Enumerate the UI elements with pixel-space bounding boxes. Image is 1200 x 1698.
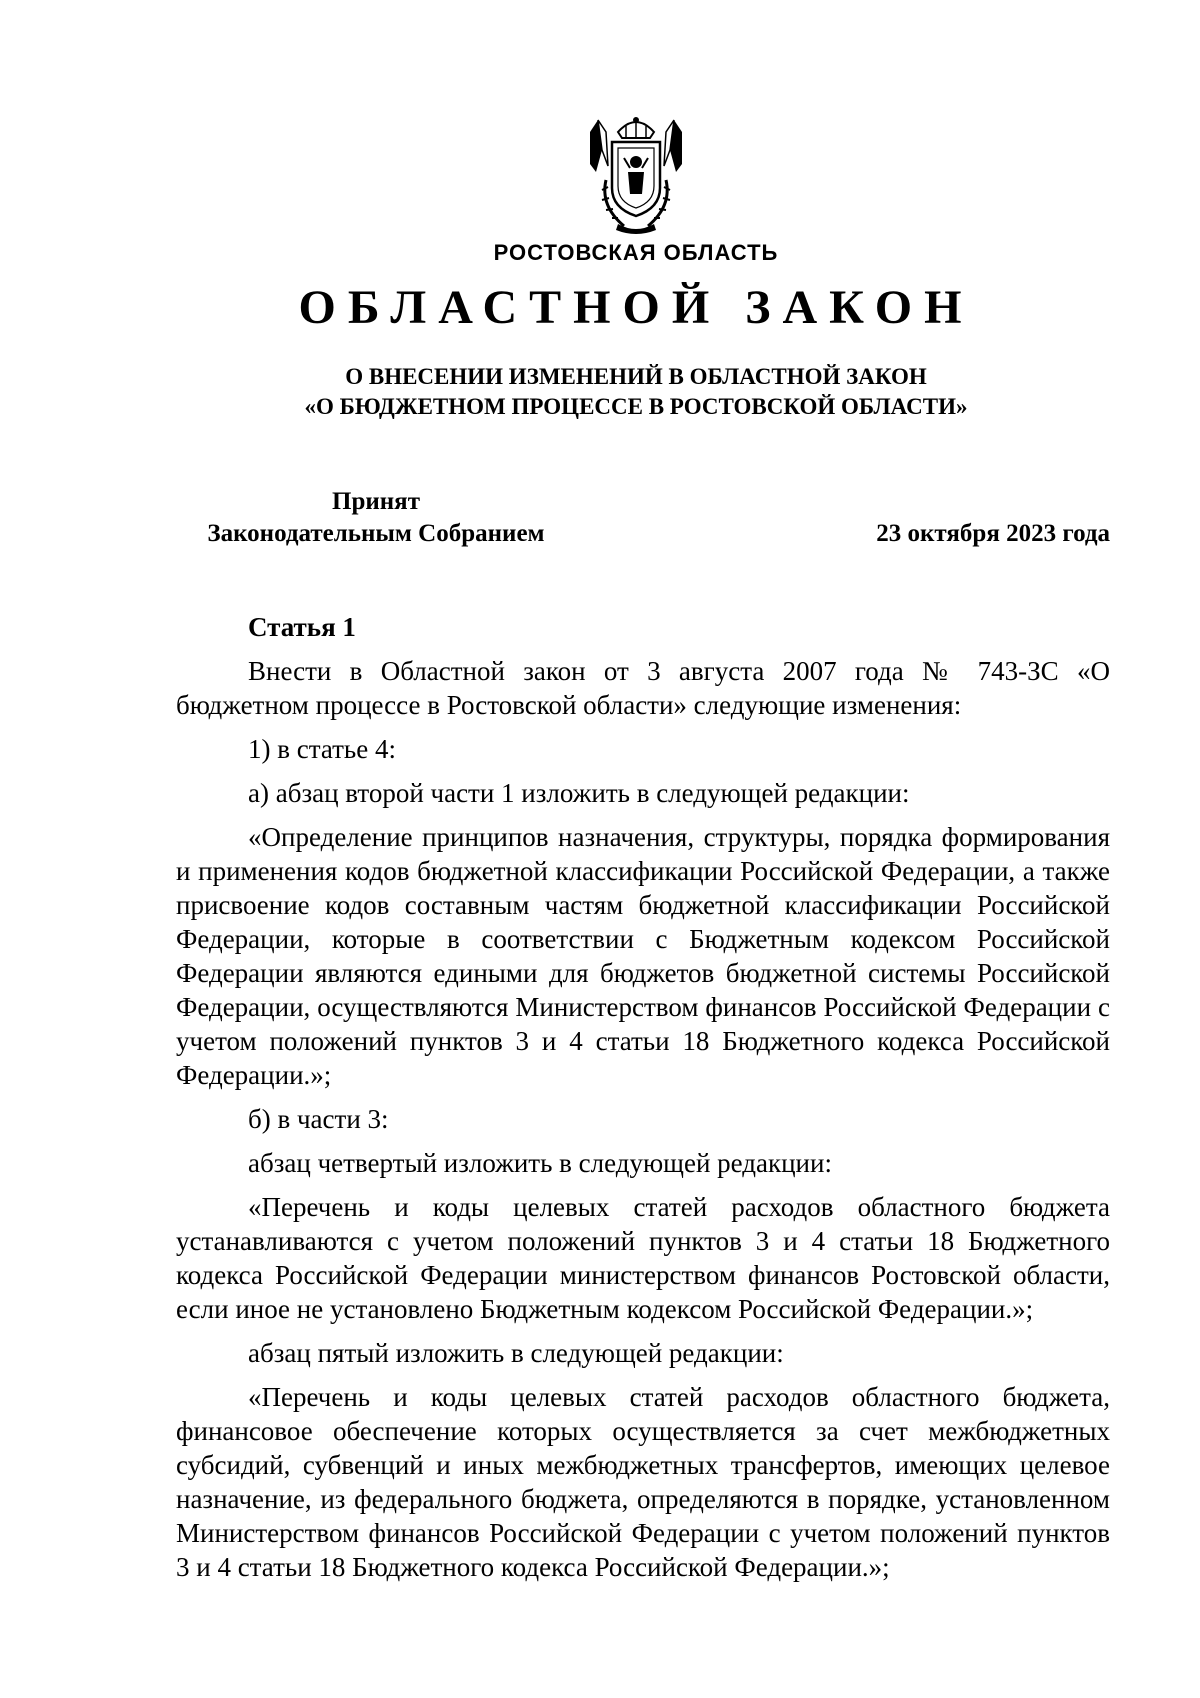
paragraph: 1) в статье 4: bbox=[248, 734, 396, 764]
document-title-line-2: «О БЮДЖЕТНОМ ПРОЦЕССЕ В РОСТОВСКОЙ ОБЛАСТИ» bbox=[304, 394, 968, 419]
paragraph: абзац пятый изложить в следующей редакции: bbox=[248, 1338, 784, 1368]
coat-of-arms-icon bbox=[584, 110, 688, 238]
paragraph: «Определение принципов назначения, структуры, порядка формирования и применения кодов бюджетной классификации Российской Федерации, а также присвоение кодов составным частям бюджетной классификации Российской Федерации, которые в соответствии с Бюджетным кодексом Российской Федерации являются едиными для бюджетов бюджетной системы Российской Федерации, осуществляются Министерством финансов Российской Федерации с учетом положений пунктов 3 и 4 статьи 18 Бюджетного кодекса Российской Федерации.»; bbox=[176, 822, 1110, 1090]
adoption-body: Законодательным Собранием bbox=[207, 520, 545, 547]
region-name: РОСТОВСКАЯ ОБЛАСТЬ bbox=[493, 240, 779, 265]
adoption-date: 23 октября 2023 года bbox=[876, 520, 1110, 547]
adoption-label: Принят bbox=[332, 488, 420, 515]
document-body bbox=[176, 610, 1110, 1594]
document-title bbox=[0, 362, 1200, 422]
paragraph: а) абзац второй части 1 изложить в следующей редакции: bbox=[248, 778, 910, 808]
document-title-line-1: О ВНЕСЕНИИ ИЗМЕНЕНИЙ В ОБЛАСТНОЙ ЗАКОН bbox=[345, 364, 927, 389]
paragraph: абзац четвертый изложить в следующей редакции: bbox=[248, 1148, 832, 1178]
document-type: ОБЛАСТНОЙ ЗАКОН bbox=[298, 281, 974, 334]
article-heading: Статья 1 bbox=[248, 612, 356, 642]
adoption-block bbox=[176, 486, 576, 550]
paragraph: «Перечень и коды целевых статей расходов областного бюджета устанавливаются с учетом положений пунктов 3 и 4 статьи 18 Бюджетного кодекса Российской Федерации министерством финансов Ростовской области, если иное не установлено Бюджетным кодексом Российской Федерации.»; bbox=[176, 1192, 1110, 1324]
paragraph: «Перечень и коды целевых статей расходов областного бюджета, финансовое обеспечение которых осуществляется за счет межбюджетных субсидий, субвенций и иных межбюджетных трансфертов, имеющих целевое назначение, из федерального бюджета, определяются в порядке, установленном Министерством финансов Российской Федерации с учетом положений пунктов 3 и 4 статьи 18 Бюджетного кодекса Российской Федерации.»; bbox=[176, 1382, 1110, 1582]
paragraph: б) в части 3: bbox=[248, 1104, 389, 1134]
paragraph: Внести в Областной закон от 3 августа 2007 года № 743-ЗС «О бюджетном процессе в Ростовской области» следующие изменения: bbox=[176, 656, 1110, 720]
